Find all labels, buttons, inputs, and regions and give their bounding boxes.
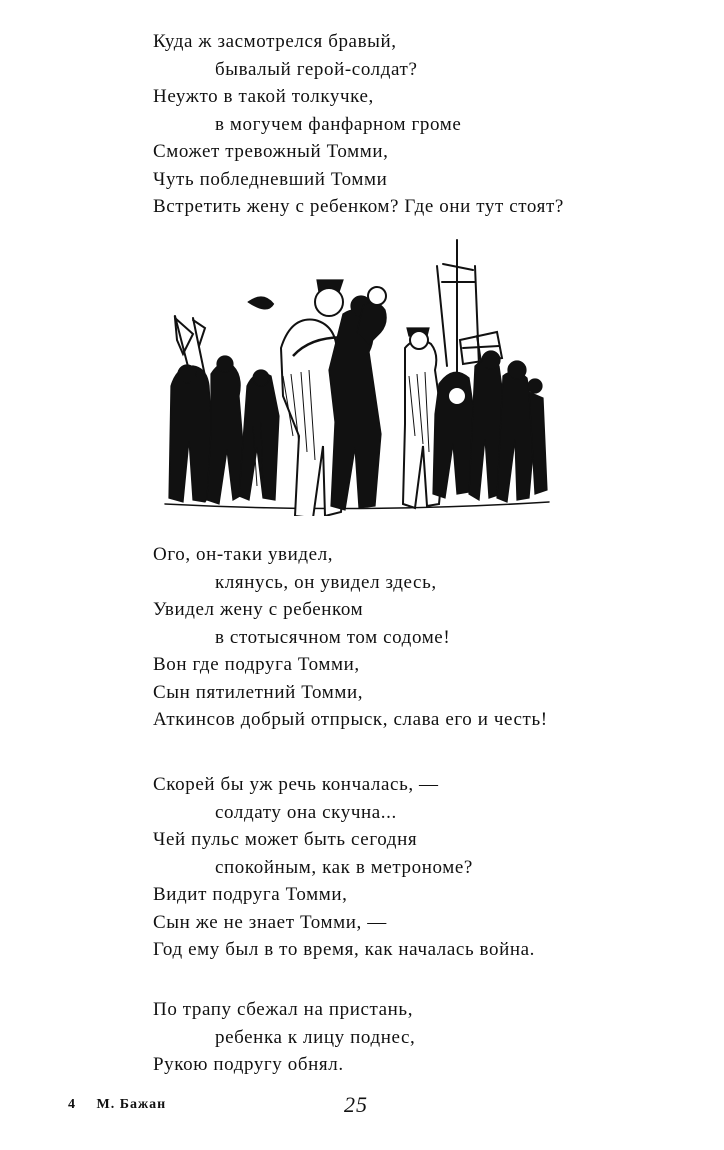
- verse-line: в могучем фанфарном громе: [215, 113, 462, 135]
- verse-line: Сможет тревожный Томми,: [153, 141, 389, 162]
- verse-line: Аткинсов добрый отпрыск, слава его и честь!: [153, 709, 548, 730]
- verse-line: в стотысячном том содоме!: [215, 626, 451, 648]
- verse-line: бывалый герой-солдат?: [215, 58, 418, 80]
- verse-line: Год ему был в то время, как началась война.: [153, 939, 536, 960]
- stanza-1: [153, 28, 673, 221]
- verse-line: Скорей бы уж речь кончалась, —: [153, 774, 439, 795]
- stanza-3: [153, 771, 673, 964]
- crowd-reunion-illustration: [157, 236, 552, 516]
- verse-line: клянусь, он увидел здесь,: [215, 571, 437, 593]
- verse-line: Рукою подругу обнял.: [153, 1054, 344, 1075]
- verse-line: спокойным, как в метрономе?: [215, 856, 473, 878]
- verse-line: Сын пятилетний Томми,: [153, 681, 364, 703]
- verse-line: Ого, он-таки увидел,: [153, 544, 334, 565]
- verse-line: Встретить жену с ребенком? Где они тут стоят?: [153, 196, 564, 217]
- signature-author: М. Бажан: [96, 1097, 167, 1112]
- stanza-4: [153, 996, 673, 1079]
- page-number: 25: [344, 1092, 368, 1117]
- verse-line: Увидел жену с ребенком: [153, 599, 364, 620]
- printer-signature: [68, 1097, 166, 1113]
- verse-line: Чей пульс может быть сегодня: [153, 829, 418, 850]
- verse-line: ребенка к лицу поднес,: [215, 1026, 416, 1048]
- stanza-2: [153, 541, 673, 734]
- verse-line: Вон где подруга Томми,: [153, 654, 360, 675]
- verse-line: Куда ж засмотрелся бравый,: [153, 31, 397, 52]
- signature-number: 4: [68, 1097, 76, 1112]
- verse-line: Видит подруга Томми,: [153, 884, 348, 905]
- verse-line: солдату она скучна...: [215, 801, 397, 823]
- verse-line: Сын же не знает Томми, —: [153, 911, 387, 933]
- verse-line: Неужто в такой толкучке,: [153, 86, 374, 107]
- verse-line: Чуть побледневший Томми: [153, 168, 388, 190]
- verse-line: По трапу сбежал на пристань,: [153, 999, 414, 1020]
